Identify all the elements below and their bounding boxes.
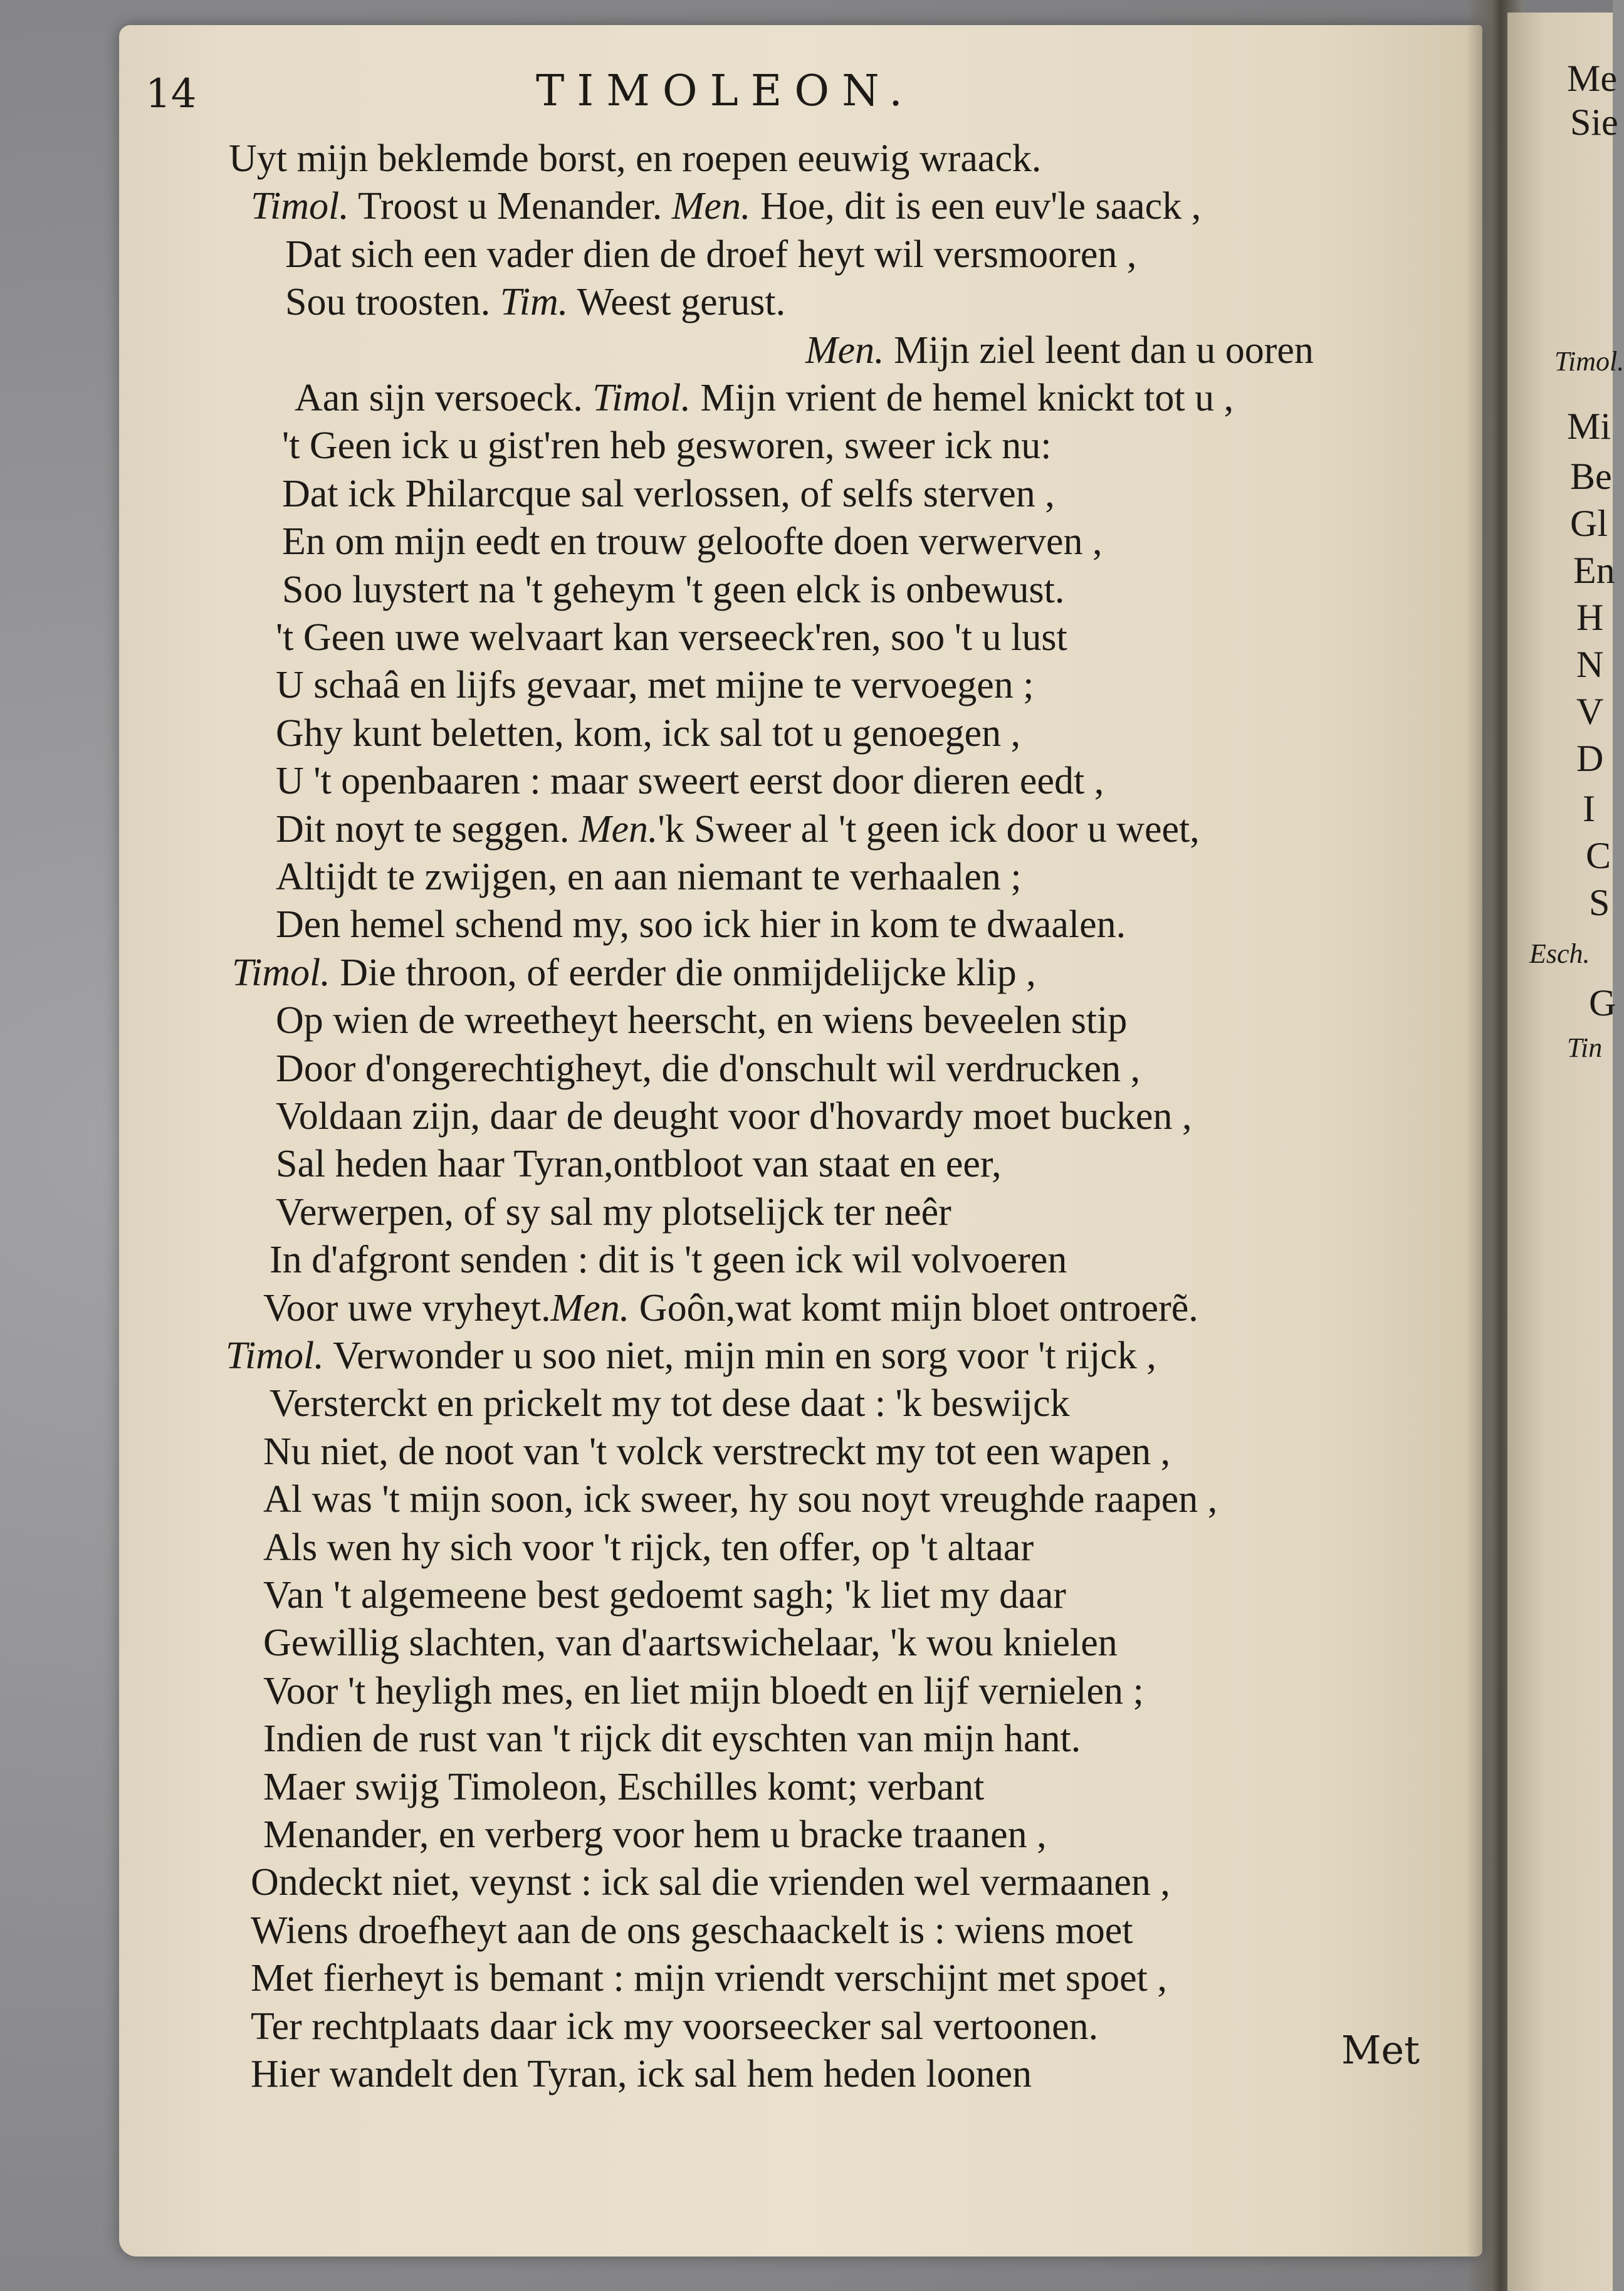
page-number: 14 — [145, 71, 197, 117]
verse-line — [251, 2055, 1032, 2094]
verse-text: Verwonder u soo niet, mijn min en sorg voor 't rijck , — [323, 1334, 1156, 1377]
verse-text: Altijdt te zwijgen, en aan niemant te verhaalen ; — [276, 856, 1022, 898]
verse-text: 'k Sweer al 't geen ick door u weet, — [657, 808, 1200, 851]
verse-text: Weest gerust. — [568, 281, 786, 323]
verse-line — [251, 187, 1201, 226]
verse-text: Ghy kunt beletten, kom, ick sal tot u genoegen , — [276, 712, 1021, 755]
verse-text: En om mijn eedt en trouw geloofte doen verwerven , — [282, 520, 1103, 563]
verse-text: Uyt mijn beklemde borst, en roepen eeuwig wraack. — [229, 137, 1042, 180]
speaker-name: Timol. — [226, 1334, 324, 1377]
verse-text: Menander, en verberg voor hem u bracke traanen , — [263, 1813, 1047, 1856]
verse-line — [285, 235, 1136, 274]
verse-line — [263, 1432, 1170, 1471]
verse-line — [276, 714, 1020, 753]
verse-line — [282, 426, 1052, 465]
facing-page-fragment: Esch. — [1529, 938, 1590, 969]
verse-text: Verwerpen, of sy sal my plotselijck ter neêr — [276, 1191, 951, 1234]
facing-page-fragment: Mi — [1567, 406, 1611, 447]
verse-line — [276, 1001, 1127, 1040]
verse-line — [285, 283, 785, 322]
speaker-name: Men. — [579, 808, 658, 851]
running-head: TIMOLEON. — [536, 66, 915, 116]
verse-line — [263, 1815, 1047, 1854]
verse-line — [270, 1384, 1070, 1423]
verse-text: Sou troosten. — [285, 281, 500, 323]
verse-text: Mijn ziel leent dan u ooren — [884, 329, 1314, 372]
verse-line — [229, 139, 1041, 178]
verse-text: Wiens droefheyt aan de ons geschaackelt is : wiens moet — [251, 1909, 1133, 1952]
verse-text: Nu niet, de noot van 't volck verstreckt my tot een wapen , — [263, 1430, 1171, 1473]
verse-line — [251, 1863, 1170, 1902]
verse-text: Voor 't heyligh mes, en liet mijn bloedt en lijf vernielen ; — [263, 1670, 1144, 1712]
verse-text: Dit noyt te seggen. — [276, 808, 579, 851]
verse-line — [282, 570, 1064, 609]
verse-line — [263, 1623, 1118, 1662]
facing-page-fragment: En — [1573, 550, 1615, 591]
verse-line — [270, 1240, 1067, 1279]
speaker-name: Timol. — [232, 952, 330, 994]
verse-text: Maer swijg Timoleon, Eschilles komt; verbant — [263, 1766, 985, 1808]
verse-text: 't Geen ick u gist'ren heb gesworen, sweer ick nu: — [282, 424, 1052, 467]
verse-text: Indien de rust van 't rijck dit eyschten van mijn hant. — [263, 1717, 1081, 1760]
verse-line — [263, 1576, 1066, 1615]
speaker-name: Men. — [805, 329, 884, 372]
speaker-name: Men. — [550, 1287, 630, 1329]
verse-line — [276, 762, 1104, 800]
verse-line — [251, 1911, 1133, 1950]
verse-line — [263, 1480, 1217, 1519]
verse-text: Al was 't mijn soon, ick sweer, hy sou noyt vreughde raapen , — [263, 1478, 1218, 1521]
facing-page-fragment: G — [1589, 982, 1616, 1024]
verse-text: Op wien de wreetheyt heerscht, en wiens beveelen stip — [276, 999, 1128, 1042]
verse-text: 't Geen uwe welvaart kan verseeck'ren, soo 't u lust — [276, 616, 1067, 659]
verse-text: Soo luystert na 't geheym 't geen elck is onbewust. — [282, 569, 1065, 611]
verse-line — [276, 1193, 951, 1232]
verse-line — [282, 522, 1102, 561]
facing-page-fragment: Be — [1570, 456, 1612, 497]
verse-line — [263, 1719, 1081, 1758]
verse-text: Troost u Menander. — [348, 185, 672, 228]
verse-line — [276, 1049, 1140, 1088]
verse-text: Als wen hy sich voor 't rijck, ten offer, op 't altaar — [263, 1526, 1034, 1569]
verse-text: Dat ick Philarcque sal verlossen, of selfs sterven , — [282, 473, 1055, 515]
verse-line — [251, 2007, 1098, 2046]
verse-text: In d'afgront senden : dit is 't geen ick wil volvoeren — [270, 1239, 1067, 1281]
verse-line — [276, 1097, 1192, 1136]
verse-text: Hier wandelt den Tyran, ick sal hem heden loonen — [251, 2053, 1032, 2095]
verse-text: Mijn vrient de hemel knickt tot u , — [691, 377, 1234, 419]
verse-line — [805, 331, 1314, 370]
facing-page-fragment: Tin — [1567, 1032, 1603, 1063]
verse-line — [251, 1959, 1167, 1998]
facing-page — [1507, 13, 1624, 2291]
verse-text: Hoe, dit is een euv'le saack , — [750, 185, 1202, 228]
verse-text: Die throon, of eerder die onmijdelijcke klip , — [330, 952, 1036, 994]
facing-page-fragment: Me — [1567, 58, 1617, 99]
verse-text: Door d'ongerechtigheyt, die d'onschult wil verdrucken , — [276, 1047, 1141, 1090]
speaker-name: Timol. — [251, 185, 349, 228]
verse-text: Dat sich een vader dien de droef heyt wil versmooren , — [285, 233, 1137, 276]
speaker-name: Men. — [671, 185, 751, 228]
verse-line — [276, 857, 1022, 896]
verse-text: U schaâ en lijfs gevaar, met mijne te vervoegen ; — [276, 664, 1034, 706]
verse-text: Versterckt en prickelt my tot dese daat : 'k beswijck — [270, 1382, 1070, 1425]
verse-line — [295, 379, 1234, 417]
verse-line — [263, 1672, 1144, 1711]
verse-line — [232, 953, 1036, 992]
verse-text: Aan sijn versoeck. — [295, 377, 593, 419]
verse-line — [276, 810, 1200, 849]
verse-text: Gewillig slachten, van d'aartswichelaar, 'k wou knielen — [263, 1622, 1118, 1664]
verse-line — [263, 1528, 1034, 1567]
speaker-name: Timol. — [592, 377, 691, 419]
verse-text: Met fierheyt is bemant : mijn vriendt verschijnt met spoet , — [251, 1957, 1167, 2000]
verse-text: Sal heden haar Tyran,ontbloot van staat en eer, — [276, 1143, 1002, 1185]
facing-page-fragment: S — [1589, 882, 1610, 923]
verse-line — [276, 618, 1067, 657]
verse-line — [282, 474, 1055, 513]
verse-text: Den hemel schend my, soo ick hier in kom te dwaalen. — [276, 903, 1126, 946]
facing-page-fragment: H — [1576, 597, 1604, 638]
verse-line — [263, 1289, 1198, 1328]
verse-line — [276, 905, 1126, 944]
facing-page-fragment: N — [1576, 644, 1604, 685]
verse-text: U 't openbaaren : maar sweert eerst door dieren eedt , — [276, 760, 1104, 802]
verse-text: Goôn,wat komt mijn bloet ontroerẽ. — [629, 1287, 1198, 1329]
verse-line — [276, 1145, 1002, 1183]
speaker-name: Tim. — [500, 281, 568, 323]
verse-line — [276, 666, 1034, 705]
facing-page-fragment: D — [1576, 738, 1604, 779]
facing-page-fragment: Timol. — [1554, 346, 1624, 377]
facing-page-fragment: Sie — [1570, 102, 1618, 143]
facing-page-fragment: V — [1576, 691, 1604, 732]
verse-line — [226, 1336, 1156, 1375]
verse-line — [263, 1768, 984, 1806]
verse-text: Ter rechtplaats daar ick my voorseecker sal vertoonen. — [251, 2005, 1099, 2048]
verse-text: Van 't algemeene best gedoemt sagh; 'k liet my daar — [263, 1574, 1066, 1617]
verse-text: Ondeckt niet, veynst : ick sal die vrienden wel vermaanen , — [251, 1861, 1170, 1904]
catchword: Met — [1341, 2027, 1420, 2073]
verse-text: Voldaan zijn, daar de deught voor d'hovardy moet bucken , — [276, 1095, 1192, 1138]
facing-page-fragment: C — [1586, 835, 1611, 876]
facing-page-fragment: I — [1583, 788, 1595, 829]
facing-page-fragment: Gl — [1570, 503, 1608, 544]
verse-text: Voor uwe vryheyt. — [263, 1287, 551, 1329]
